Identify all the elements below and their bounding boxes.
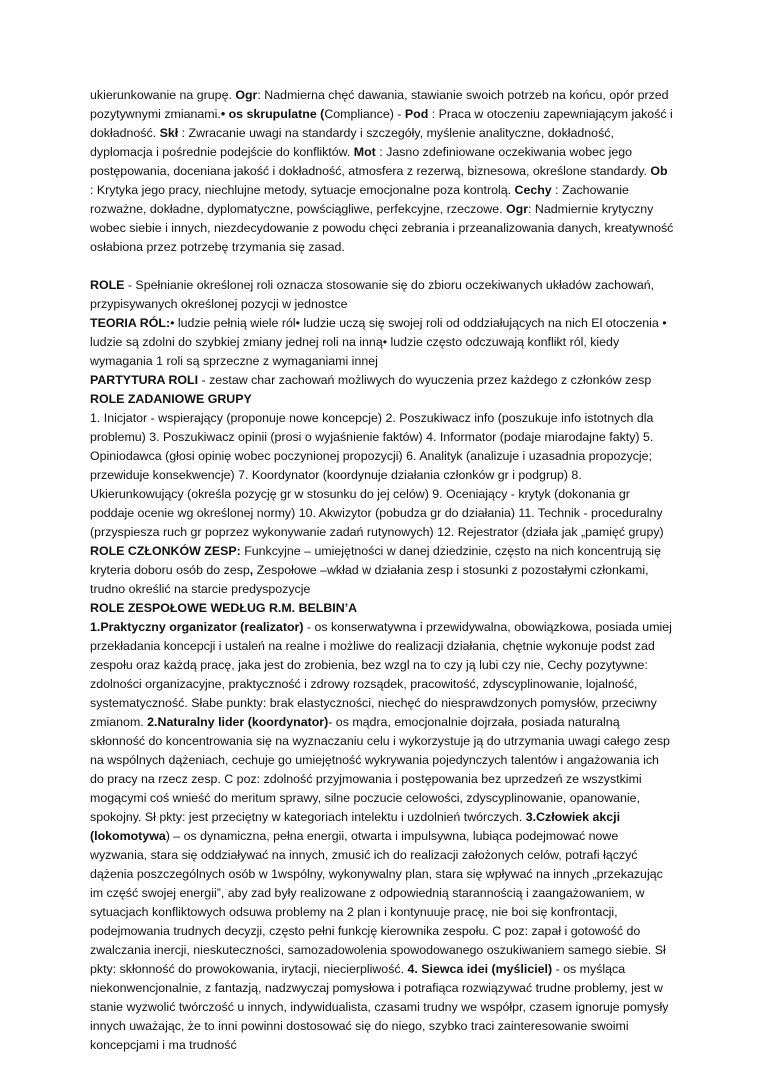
text-run: : Jasno zdefiniowane oczekiwania wobec jego postępowania, doceniana jakość i dokładność, atmosfera z rezerwą, biznesowa, określone standardy. [90, 145, 651, 178]
text-run: - Spełnianie określonej roli oznacza stosowanie się do zbioru oczekiwanych układów zachowań, przypisywanych określonej pozycji w jednostce [90, 278, 655, 311]
text-run: Zespołowe –wkład w działania zesp i stosunki z pozostałymi członkami, trudno określić na starcie predyspozycje [90, 563, 649, 596]
bold-text-run: ROLE [90, 278, 125, 292]
bold-text-run: Skł [159, 126, 179, 140]
paragraph-role-theory [90, 314, 674, 371]
text-run: ukierunkowanie na grupę. [90, 88, 236, 102]
bold-text-run: TEORIA RÓL: [90, 316, 171, 330]
paragraph-role-definition [90, 276, 674, 314]
bold-text-run: 2.Naturalny lider (koordynator) [147, 715, 329, 729]
text-run: : Nadmiernie krytyczny wobec siebie i innych, niezdecydowanie z powodu chęci zebrania i przeanalizowania danych, kreatywność osłabiona przez potrzebę trzymania się zasad. [90, 202, 674, 254]
paragraph-team-member-roles [90, 542, 674, 599]
bold-text-run: ROLE ZADANIOWE GRUPY [90, 392, 252, 406]
text-run: ) – os dynamiczna, pełna energii, otwarta i impulsywna, lubiąca podejmować nowe wyzwania, stara się oddziaływać na innych, zmusić ich do realizacji założonych celów, potrafi łączyć dążenia poszczególnych osób w 1wspólny, wykonywalny plan, stara się wpływać na innych „przekazując im część swojej energii”, aby zad były realizowane z odpowiednią starannością i zaangażowaniem, w sytuacjach konfliktowych odsuwa problemy na 2 plan i kontynuuje pracę, nie boi się konfrontacji, podejmowania trudnych decyzji, często pełni funkcję kierownika zespołu. C poz: zapał i gotowość do zwalczania inercji, nieskuteczności, samozadowolenia spowodowanego oszukiwaniem samego siebie. Sł pkty: skłonność do prowokowania, irytacji, niecierpliwość. [90, 829, 666, 976]
text-run: : Krytyka jego pracy, niechlujne metody, sytuacje emocjonalne poza kontrolą. [90, 183, 515, 197]
bold-text-run: 3.Człowiek akcji (lokomotywa [90, 810, 621, 843]
text-run: - zestaw char zachowań możliwych do wyuczenia przez każdego z członków zesp [198, 373, 652, 387]
bold-text-run: , [249, 563, 254, 577]
text-run: : Praca w otoczeniu zapewniającym jakość i dokładność. [90, 107, 673, 140]
text-run: : Zachowanie rozważne, dokładne, dyplomatyczne, powściągliwe, perfekcyjne, rzeczowe. [90, 183, 629, 216]
heading-belbin-roles [90, 599, 674, 618]
bold-text-run: Pod [404, 107, 429, 121]
bold-text-run: • os skrupulatne ( [220, 107, 325, 121]
text-run: - os konserwatywna i przewidywalna, obowiązkowa, posiada umiej przekładania koncepcji i ustaleń na realne i możliwe do realizacji działania, chętnie wykonuje podst zad zespołu oraz każdą pracę, jaka jest do zrobienia, bez wzgl na to czy ją lubi czy nie, Cechy pozytywne: zdolności organizacyjne, praktyczność i zdrowy rozsądek, pracowitość, zdyscyplinowanie, lojalność, systematyczność. Słabe punkty: brak elastyczności, niechęć do niesprawdzonych pomysłów, przeciwny zmianom. [90, 620, 672, 729]
bold-text-run: Mot [353, 145, 376, 159]
paragraph-task-roles-list [90, 409, 674, 542]
text-run: - os myśląca niekonwencjonalnie, z fantazją, nadzwyczaj pomysłowa i potrafiąca rozwiązywać trudne problemy, jest w stanie wyzwolić twórczość u innych, indywidualista, czasami trudny we współpr, czasem ignoruje pomysły innych uważając, że to inni powinni dostosować się do niego, szybko traci zainteresowanie swoimi koncepcjami i ma trudność [90, 962, 669, 1052]
paragraph-belbin-roles-list [90, 618, 674, 1055]
text-run: • ludzie pełnią wiele ról• ludzie uczą się swojej roli od oddziałujących na nich El otoczenia • ludzie są zdolni do szybkiej zmiany jednej roli na inną• ludzie często odczuwają konflikt ról, kiedy wymagania 1 roli są sprzeczne z wymaganiami innej [90, 316, 667, 368]
paragraph-gap [90, 257, 674, 276]
bold-text-run: 4. Siewca idei (myśliciel) [407, 962, 553, 976]
bold-text-run: ROLE CZŁONKÓW ZESP: [90, 544, 241, 558]
bold-text-run: Ob [650, 164, 668, 178]
bold-text-run: 1.Praktyczny organizator (realizator) [90, 620, 304, 634]
bold-text-run: Ogr [505, 202, 529, 216]
text-run: : Nadmierna chęć dawania, stawianie swoich potrzeb na końcu, opór przed pozytywnymi zmianami. [90, 88, 669, 121]
text-run: Funkcyjne – umiejętności w danej dziedzinie, często na nich koncentrują się kryteria doboru osób do zesp [90, 544, 661, 577]
bold-text-run: PARTYTURA ROLI [90, 373, 199, 387]
bold-text-run: Ogr [235, 88, 258, 102]
text-run: : Zwracanie uwagi na standardy i szczegóły, myślenie analityczne, dokładność, dyplomacja i pośrednie podejście do konfliktów. [90, 126, 614, 159]
heading-task-roles [90, 390, 674, 409]
bold-text-run: ROLE ZESPOŁOWE WEDŁUG R.M. BELBIN’A [90, 601, 358, 615]
bold-text-run: Cechy [514, 183, 552, 197]
paragraph-disc-compliance [90, 86, 674, 257]
paragraph-role-score [90, 371, 674, 390]
text-run: Compliance) - [324, 107, 405, 121]
text-run: - os mądra, emocjonalnie dojrzała, posiada naturalną skłonność do koncentrowania się na wyznaczaniu celu i wykorzystuje ją do utrzymania uwagi całego zesp na wspólnych dążeniach, cechuje go umiejętność wykrywania pojedynczych talentów i angażowania ich do pracy na rzecz zesp. C poz: zdolność przyjmowania i postępowania bez uprzedzeń ze wszystkimi mogącymi coś wnieść do meritum sprawy, silne poczucie celowości, zdyscyplinowanie, opanowanie, spokojny. Sł pkty: jest przeciętny w kategoriach intelektu i uzdolnień twórczych. [90, 715, 670, 824]
text-run: 1. Inicjator - wspierający (proponuje nowe koncepcje) 2. Poszukiwacz info (poszukuje info istotnych dla problemu) 3. Poszukiwacz opinii (prosi o wyjaśnienie faktów) 4. Informator (podaje miarodajne fakty) 5. Opiniodawca (głosi opinię wobec poczynionej propozycji) 6. Analityk (analizuje i uzasadnia propozycje; przewiduje konsekwencje) 7. Koordynator (koordynuje działania członków gr i podgrup) 8. Ukierunkowujący (określa pozycję gr w stosunku do jej celów) 9. Oceniający - krytyk (dokonania gr poddaje ocenie wg określonej normy) 10. Akwizytor (pobudza gr do działania) 11. Technik - proceduralny (przyspiesza ruch gr poprzez wykonywanie zadań rutynowych) 12. Rejestrator (działa jak „pamięć grupy) [90, 411, 664, 539]
